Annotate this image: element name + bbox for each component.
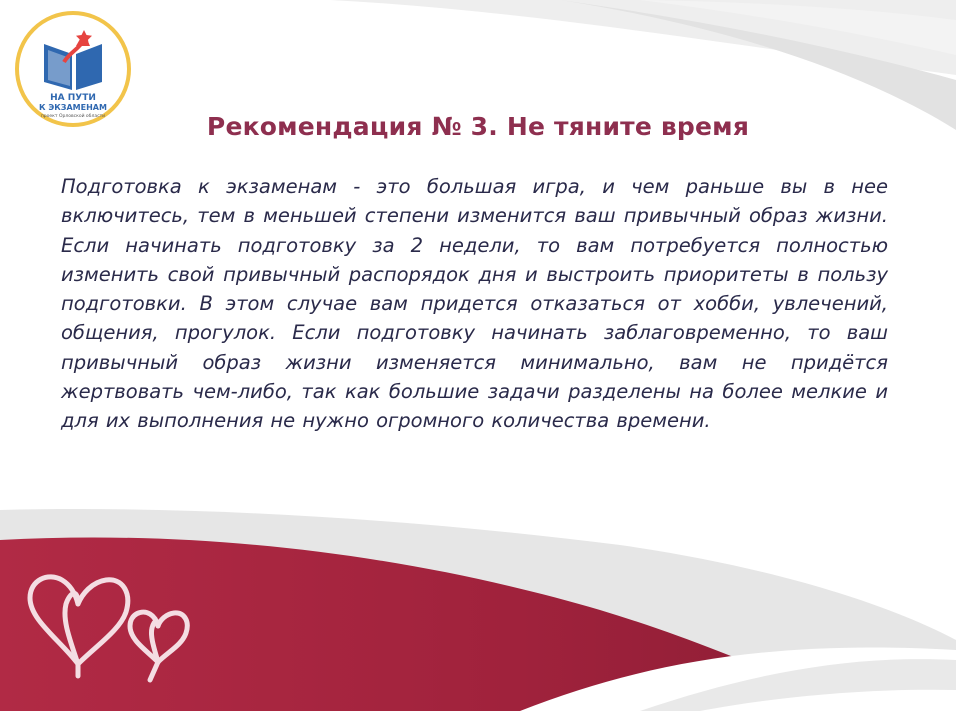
- logo-line2: К ЭКЗАМЕНАМ: [39, 103, 107, 112]
- logo-line1: НА ПУТИ: [50, 93, 96, 103]
- logo: [14, 10, 132, 128]
- logo-line3: проект Орловской области: [40, 114, 106, 119]
- page-title: Рекомендация № 3. Не тяните время: [206, 112, 750, 141]
- body-paragraph: Подготовка к экзаменам - это большая игра, и чем раньше вы в нее включитесь, тем в меньшей степени изменится ваш привычный образ жизни. Если начинать подготовку за 2 недели, то вам потребуется полностью изменить свой привычный распорядок дня и выстроить приоритеты в пользу подготовки. В этом случае вам придется отказаться от хобби, увлечений, общения, прогулок. Если подготовку начинать заблаговременно, то ваш привычный образ жизни изменяется минимально, вам не придётся жертвовать чем-либо, так как большие задачи разделены на более мелкие и для их выполнения не нужно огромного количества времени.: [61, 175, 888, 433]
